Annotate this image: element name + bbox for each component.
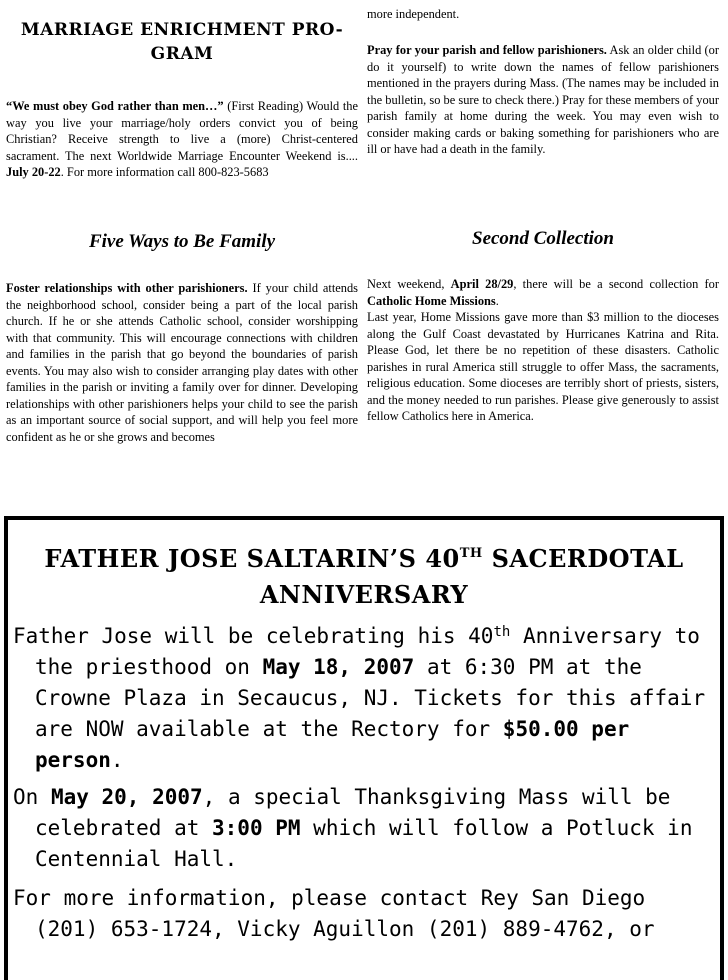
anniversary-paragraph-1 — [8, 617, 720, 776]
collection-intro-mid: , there will be a second collection for — [513, 277, 719, 291]
anniversary-title-text: FATHER JOSE SALTARIN’S 40 — [44, 544, 460, 573]
marriage-text-end: . For more information call 800-823-5683 — [60, 165, 269, 179]
anniversary-title-text-end: SACERDOTAL ANNIVERSARY — [259, 544, 684, 609]
anniversary-paragraph-2 — [8, 782, 720, 875]
pray-body — [367, 42, 719, 158]
p1-text-b: Anniversary to the priesthood on — [35, 624, 700, 679]
collection-heading: Second Collection — [472, 228, 614, 249]
p2-date: May 20, 2007 — [50, 785, 203, 809]
pray-text: Ask an older child (or do it yourself) to write down the names of fellow parishioners mentioned in the prayers during Mass. (The names may be included in the bulletin, so be sure to check there.) Pray for these members of your parish family at home during the week. You may even wish to consider making cards or baking something for parishioners who are ill or have had a death in the family. — [367, 43, 719, 156]
p1-sup: th — [493, 624, 511, 640]
marriage-heading-line1: MARRIAGE ENRICHMENT PRO- — [20, 20, 344, 40]
collection-intro-end: . — [495, 293, 499, 308]
anniversary-title-sup: TH — [459, 546, 483, 561]
p2-text-c: which will follow a Potluck in Centennial Hall. — [35, 816, 693, 871]
family-lead: Foster relationships with other parishioners. — [6, 281, 248, 295]
marriage-quote: “We must obey God rather than men…” — [6, 99, 224, 113]
p2-time: 3:00 PM — [212, 816, 301, 840]
collection-date: April 28/29 — [450, 277, 514, 291]
family-body — [6, 280, 358, 445]
marriage-heading-line2: GRAM — [150, 44, 214, 64]
pray-lead: Pray for your parish and fellow parishioners. — [367, 43, 607, 57]
p1-price: $50.00 per person — [35, 717, 630, 772]
p1-text-c: at 6:30 PM at the Crowne Plaza in Secaucus, NJ. Tickets for this affair are NOW available at the Rectory for — [35, 655, 706, 741]
anniversary-title — [8, 536, 720, 613]
p2-text-b: , a special Thanksgiving Mass will be celebrated at — [35, 785, 671, 840]
family-text: If your child attends the neighborhood school, consider being a part of the local parish church. If he or she attends Catholic school, consider worshipping with that community. This will encourage connections with children and families in the parish that go beyond the boundaries of parish events. You may also wish to consider arranging play dates with other families in the parish or inviting a family over for dinner. Developing relationships with other parishioners helps your child to see the parish as an important source of social support, and will help you feel more confident as he or she grows and becomes — [6, 281, 359, 444]
marriage-heading — [6, 18, 358, 66]
marriage-text: (First Reading) Would the way you live your marriage/holy orders convict you of being Christian? Receive strength to live a (more) Christ-centered sacrament. The next Worldwide Marriage Encounter Weekend is.... — [6, 99, 358, 163]
marriage-date: July 20-22 — [6, 165, 61, 179]
marriage-body — [6, 98, 358, 181]
anniversary-box — [4, 516, 724, 980]
marriage-section — [6, 18, 358, 66]
collection-body: Last year, Home Missions gave more than $3 million to the dioceses along the Gulf Coast devastated by Hurricanes Katrina and Rita. Please God, let there be no repetition of these disasters. Catholic parishes in rural America still struggle to offer Mass, the sacraments, religious education. Some dioceses are terribly short of priests, sisters, and the money needed to run parishes. Please give generously to assist fellow Catholics here in America. — [367, 310, 719, 423]
p2-text-a: On — [13, 785, 51, 809]
p1-text-a: Father Jose will be celebrating his 40 — [13, 624, 494, 648]
anniversary-paragraph-3: For more information, please contact Rey San Diego (201) 653-1724, Vicky Aguillon (201) 889-4762, or — [13, 886, 655, 941]
collection-intro — [367, 276, 719, 309]
p1-text-d: . — [110, 748, 124, 772]
continued-text: more independent. — [367, 7, 460, 21]
collection-intro-pre: Next weekend, — [367, 277, 451, 291]
family-heading: Five Ways to Be Family — [88, 231, 276, 252]
p1-date: May 18, 2007 — [262, 655, 415, 679]
collection-org: Catholic Home Missions — [367, 293, 496, 308]
